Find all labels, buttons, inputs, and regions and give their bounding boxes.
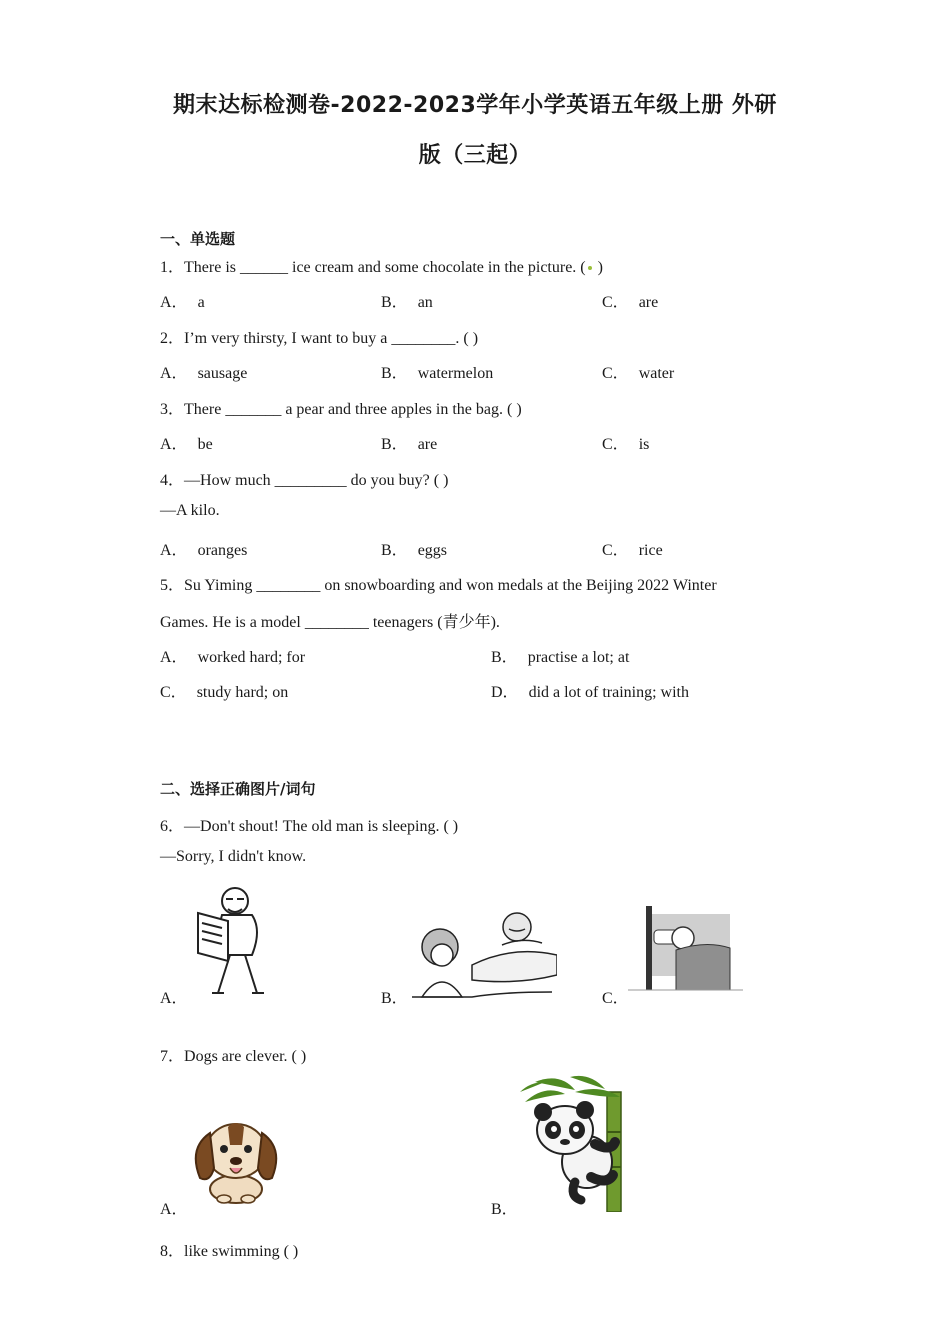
q4-option-c[interactable] [602, 537, 663, 560]
option-text: are [417, 436, 438, 453]
q2-option-b[interactable] [381, 360, 493, 383]
q5-option-c[interactable] [160, 679, 288, 702]
q1-option-b[interactable] [381, 289, 433, 312]
question-5-line2: Games. He is a model ________ teenagers (青少年). [160, 614, 500, 631]
question-number: 8． [160, 1243, 185, 1260]
section1-heading: 一、单选题 [160, 230, 236, 248]
option-text: study hard; on [196, 684, 289, 701]
page-title-line2: 版（三起） [418, 143, 532, 168]
option-label: B． [381, 294, 408, 311]
option-label: A． [160, 294, 188, 311]
option-label: C． [160, 684, 187, 701]
question-text: —Don't shout! The old man is sleeping. ( ) [184, 818, 459, 835]
option-label: B． [381, 542, 408, 559]
option-text: practise a lot; at [527, 649, 630, 666]
q7-option-b-label[interactable]: B． [491, 1201, 518, 1218]
question-5 [160, 572, 717, 595]
option-text: are [638, 294, 659, 311]
option-label: A． [160, 542, 188, 559]
question-text: There _______ a pear and three apples in the bag. ( ) [184, 401, 522, 418]
option-text: sausage [197, 365, 248, 382]
option-label: A． [160, 649, 188, 666]
q2-option-c[interactable] [602, 360, 674, 383]
option-label: C． [602, 365, 629, 382]
question-text: like swimming ( ) [184, 1243, 299, 1260]
q2-option-a[interactable] [160, 360, 247, 383]
question-text: There is ______ ice cream and some chocolate in the picture. ( [184, 259, 586, 276]
q5-option-d[interactable] [491, 679, 689, 702]
question-number: 5． [160, 577, 185, 594]
option-text: worked hard; for [197, 649, 306, 666]
question-close-paren: ) [597, 259, 603, 276]
q1-option-a[interactable] [160, 289, 205, 312]
q3-option-a[interactable] [160, 431, 213, 454]
old-man-reading-newspaper-icon[interactable] [190, 883, 285, 998]
question-4 [160, 467, 448, 490]
question-8 [160, 1238, 298, 1261]
question-3 [160, 396, 522, 419]
option-label: D． [491, 684, 519, 701]
q6-option-b-label[interactable]: B． [381, 990, 408, 1007]
question-2 [160, 325, 478, 348]
question-text: Su Yiming ________ on snowboarding and won medals at the Beijing 2022 Winter [184, 577, 717, 594]
question-number: 3． [160, 401, 185, 418]
question-4-reply: —A kilo. [160, 502, 220, 519]
option-text: a [197, 294, 205, 311]
q5-option-b[interactable] [491, 644, 629, 667]
question-7 [160, 1043, 306, 1066]
q5-option-a[interactable] [160, 644, 305, 667]
option-label: A． [160, 365, 188, 382]
question-number: 2． [160, 330, 185, 347]
question-number: 6． [160, 818, 185, 835]
option-text: oranges [197, 542, 248, 559]
old-man-in-bed-with-child-icon[interactable] [412, 905, 557, 1000]
panda-on-bamboo-picture-icon[interactable] [515, 1072, 630, 1212]
option-text: did a lot of training; with [528, 684, 689, 701]
section2-heading: 二、选择正确图片/词句 [160, 780, 316, 798]
option-label: B． [381, 365, 408, 382]
option-text: watermelon [417, 365, 494, 382]
question-text: —How much _________ do you buy? ( ) [184, 472, 449, 489]
option-text: eggs [417, 542, 448, 559]
puppy-picture-icon[interactable] [188, 1113, 284, 1205]
q3-option-b[interactable] [381, 431, 437, 454]
question-number: 4． [160, 472, 185, 489]
q6-option-a-label[interactable]: A． [160, 990, 188, 1007]
q7-option-a-label[interactable]: A． [160, 1201, 188, 1218]
option-text: is [638, 436, 650, 453]
option-label: C． [602, 294, 629, 311]
q4-option-a[interactable] [160, 537, 247, 560]
q1-option-c[interactable] [602, 289, 658, 312]
answer-blank-mark-icon [588, 266, 592, 270]
question-6 [160, 813, 458, 836]
question-number: 7． [160, 1048, 185, 1065]
option-label: C． [602, 542, 629, 559]
question-text: I’m very thirsty, I want to buy a ________. ( ) [184, 330, 479, 347]
question-number: 1． [160, 259, 185, 276]
option-text: water [638, 365, 675, 382]
option-label: B． [491, 649, 518, 666]
page-title-line1: 期末达标检测卷-2022-2023学年小学英语五年级上册 外研 [173, 93, 777, 118]
option-label: B． [381, 436, 408, 453]
old-man-sleeping-in-bed-icon[interactable] [628, 900, 743, 992]
option-text: rice [638, 542, 663, 559]
option-text: an [417, 294, 433, 311]
question-6-reply: —Sorry, I didn't know. [160, 848, 307, 865]
question-1 [160, 254, 603, 277]
option-label: C． [602, 436, 629, 453]
question-text: Dogs are clever. ( ) [184, 1048, 307, 1065]
q3-option-c[interactable] [602, 431, 649, 454]
option-label: A． [160, 436, 188, 453]
q6-option-c-label[interactable]: C． [602, 990, 629, 1007]
q4-option-b[interactable] [381, 537, 447, 560]
option-text: be [197, 436, 213, 453]
